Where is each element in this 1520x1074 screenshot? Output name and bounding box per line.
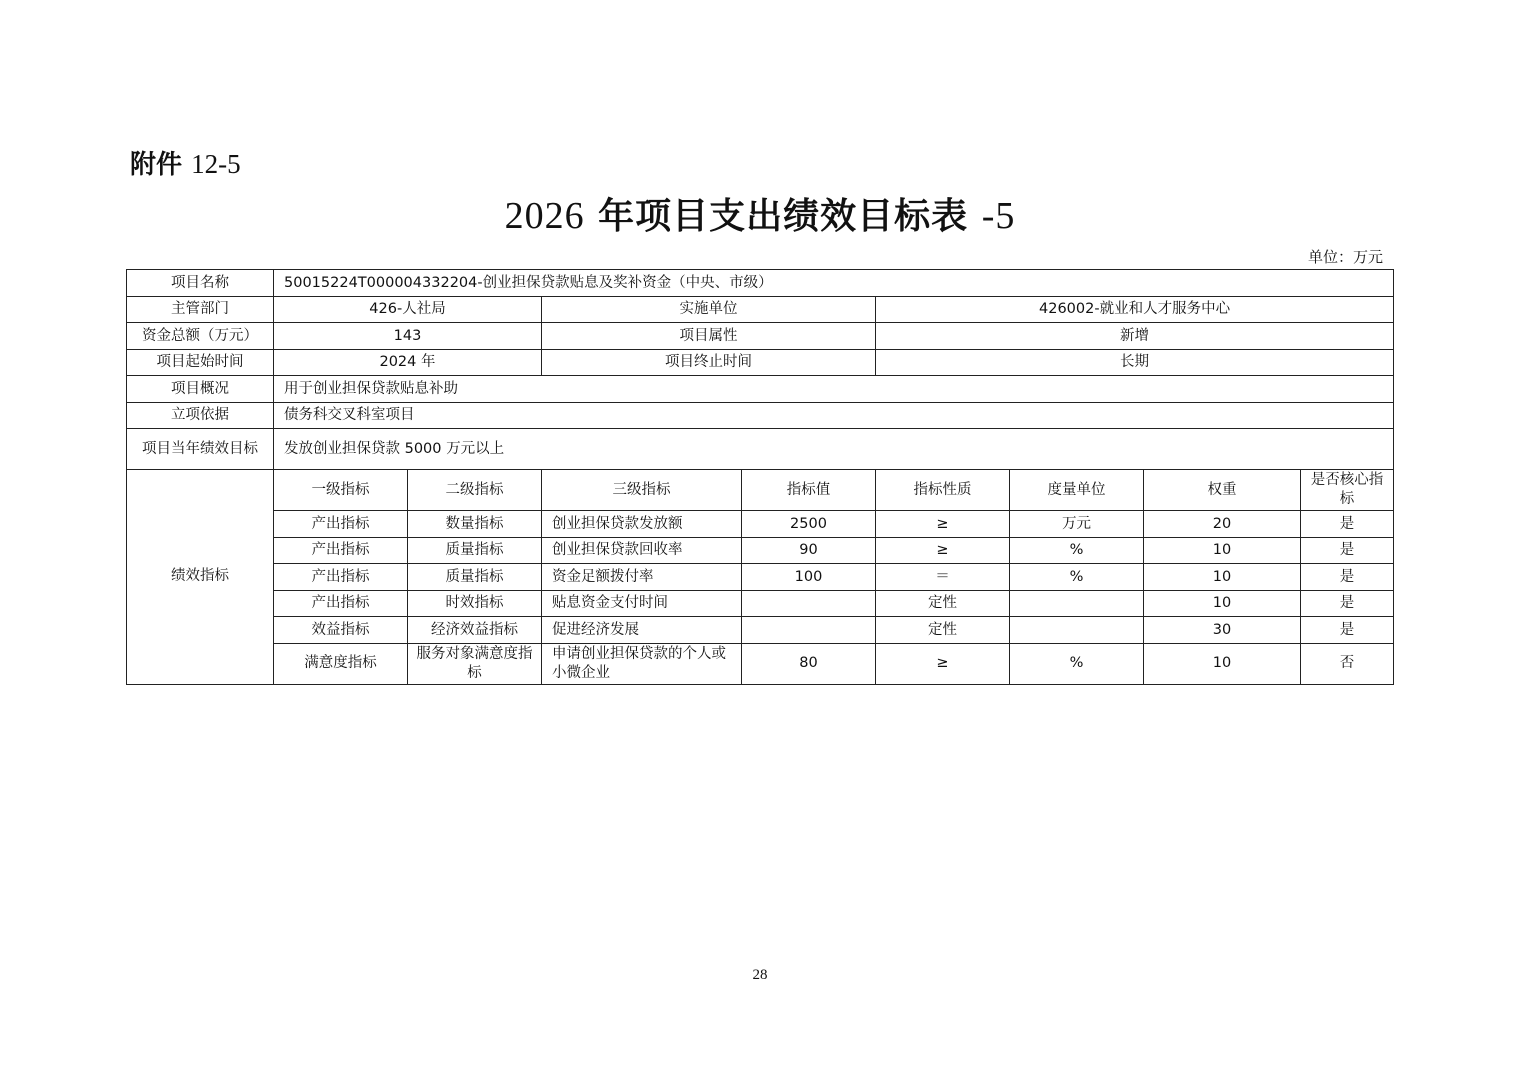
title-suffix: -5 <box>981 195 1016 237</box>
cell-value: 143 <box>274 323 542 350</box>
cell-label: 立项依据 <box>127 402 274 429</box>
core-cell: 是 <box>1301 617 1394 644</box>
weight-cell: 10 <box>1144 537 1301 564</box>
header-cell: 一级指标 <box>274 470 408 511</box>
cell-value: 发放创业担保贷款 5000 万元以上 <box>274 429 1394 470</box>
cell-label: 项目名称 <box>127 270 274 297</box>
attachment-label <box>130 144 241 181</box>
title-year: 2026 <box>504 195 585 237</box>
nature-cell: ＝ <box>876 564 1010 591</box>
indicator-row <box>127 617 1394 644</box>
unit-cell: % <box>1010 564 1144 591</box>
indicator-row <box>127 643 1394 684</box>
weight-cell: 30 <box>1144 617 1301 644</box>
indicator-row <box>127 564 1394 591</box>
performance-table <box>126 269 1394 685</box>
attachment-text: 附件 <box>130 150 183 180</box>
weight-cell: 20 <box>1144 511 1301 538</box>
cell-value: 债务科交叉科室项目 <box>274 402 1394 429</box>
row-project-name <box>127 270 1394 297</box>
value-cell <box>742 617 876 644</box>
value-cell: 90 <box>742 537 876 564</box>
weight-cell: 10 <box>1144 590 1301 617</box>
header-cell: 权重 <box>1144 470 1301 511</box>
cell-value: 长期 <box>876 349 1394 376</box>
unit-cell <box>1010 617 1144 644</box>
cell-value: 50015224T000004332204-创业担保贷款贴息及奖补资金（中央、市级） <box>274 270 1394 297</box>
level3-cell: 资金足额拨付率 <box>542 564 742 591</box>
cell-value: 426002-就业和人才服务中心 <box>876 296 1394 323</box>
weight-cell: 10 <box>1144 643 1301 684</box>
unit-cell: % <box>1010 537 1144 564</box>
core-cell: 是 <box>1301 590 1394 617</box>
cell-label: 项目属性 <box>542 323 876 350</box>
cell-label: 项目终止时间 <box>542 349 876 376</box>
cell-label: 项目起始时间 <box>127 349 274 376</box>
value-cell: 100 <box>742 564 876 591</box>
nature-cell: 定性 <box>876 590 1010 617</box>
cell-label: 实施单位 <box>542 296 876 323</box>
level3-cell: 贴息资金支付时间 <box>542 590 742 617</box>
cell-value: 2024 年 <box>274 349 542 376</box>
row-time <box>127 349 1394 376</box>
cell-value: 新增 <box>876 323 1394 350</box>
level3-cell: 促进经济发展 <box>542 617 742 644</box>
indicator-row <box>127 511 1394 538</box>
cell-value: 用于创业担保贷款贴息补助 <box>274 376 1394 403</box>
header-cell: 是否核心指标 <box>1301 470 1394 511</box>
level2-cell: 经济效益指标 <box>408 617 542 644</box>
level2-cell: 质量指标 <box>408 564 542 591</box>
core-cell: 是 <box>1301 511 1394 538</box>
header-cell: 二级指标 <box>408 470 542 511</box>
cell-label: 主管部门 <box>127 296 274 323</box>
indicator-header-row <box>127 470 1394 511</box>
level1-cell: 产出指标 <box>274 564 408 591</box>
header-cell: 指标值 <box>742 470 876 511</box>
unit-cell <box>1010 590 1144 617</box>
nature-cell: 定性 <box>876 617 1010 644</box>
indicator-row <box>127 537 1394 564</box>
page-number: 28 <box>752 967 768 983</box>
nature-cell: ≥ <box>876 537 1010 564</box>
weight-cell: 10 <box>1144 564 1301 591</box>
level2-cell: 质量指标 <box>408 537 542 564</box>
page-title <box>0 188 1520 239</box>
indicator-row <box>127 590 1394 617</box>
level1-cell: 效益指标 <box>274 617 408 644</box>
level3-cell: 申请创业担保贷款的个人或小微企业 <box>542 643 742 684</box>
row-amount <box>127 323 1394 350</box>
header-cell: 度量单位 <box>1010 470 1144 511</box>
unit-cell: 万元 <box>1010 511 1144 538</box>
level1-cell: 满意度指标 <box>274 643 408 684</box>
cell-label: 项目概况 <box>127 376 274 403</box>
attachment-number: 12-5 <box>191 149 241 179</box>
value-cell: 80 <box>742 643 876 684</box>
header-cell: 指标性质 <box>876 470 1010 511</box>
row-department <box>127 296 1394 323</box>
level3-cell: 创业担保贷款回收率 <box>542 537 742 564</box>
level2-cell: 数量指标 <box>408 511 542 538</box>
level1-cell: 产出指标 <box>274 511 408 538</box>
cell-label: 项目当年绩效目标 <box>127 429 274 470</box>
section-label: 绩效指标 <box>127 470 274 685</box>
nature-cell: ≥ <box>876 643 1010 684</box>
cell-label: 资金总额（万元） <box>127 323 274 350</box>
unit-label: 单位：万元 <box>1307 248 1383 266</box>
title-text: 年项目支出绩效目标表 <box>598 196 969 237</box>
level2-cell: 时效指标 <box>408 590 542 617</box>
value-cell <box>742 590 876 617</box>
cell-value: 426-人社局 <box>274 296 542 323</box>
core-cell: 否 <box>1301 643 1394 684</box>
level1-cell: 产出指标 <box>274 590 408 617</box>
header-cell: 三级指标 <box>542 470 742 511</box>
value-cell: 2500 <box>742 511 876 538</box>
core-cell: 是 <box>1301 537 1394 564</box>
core-cell: 是 <box>1301 564 1394 591</box>
level3-cell: 创业担保贷款发放额 <box>542 511 742 538</box>
row-goal <box>127 429 1394 470</box>
unit-cell: % <box>1010 643 1144 684</box>
level2-cell: 服务对象满意度指标 <box>408 643 542 684</box>
nature-cell: ≥ <box>876 511 1010 538</box>
row-overview <box>127 376 1394 403</box>
row-basis <box>127 402 1394 429</box>
level1-cell: 产出指标 <box>274 537 408 564</box>
